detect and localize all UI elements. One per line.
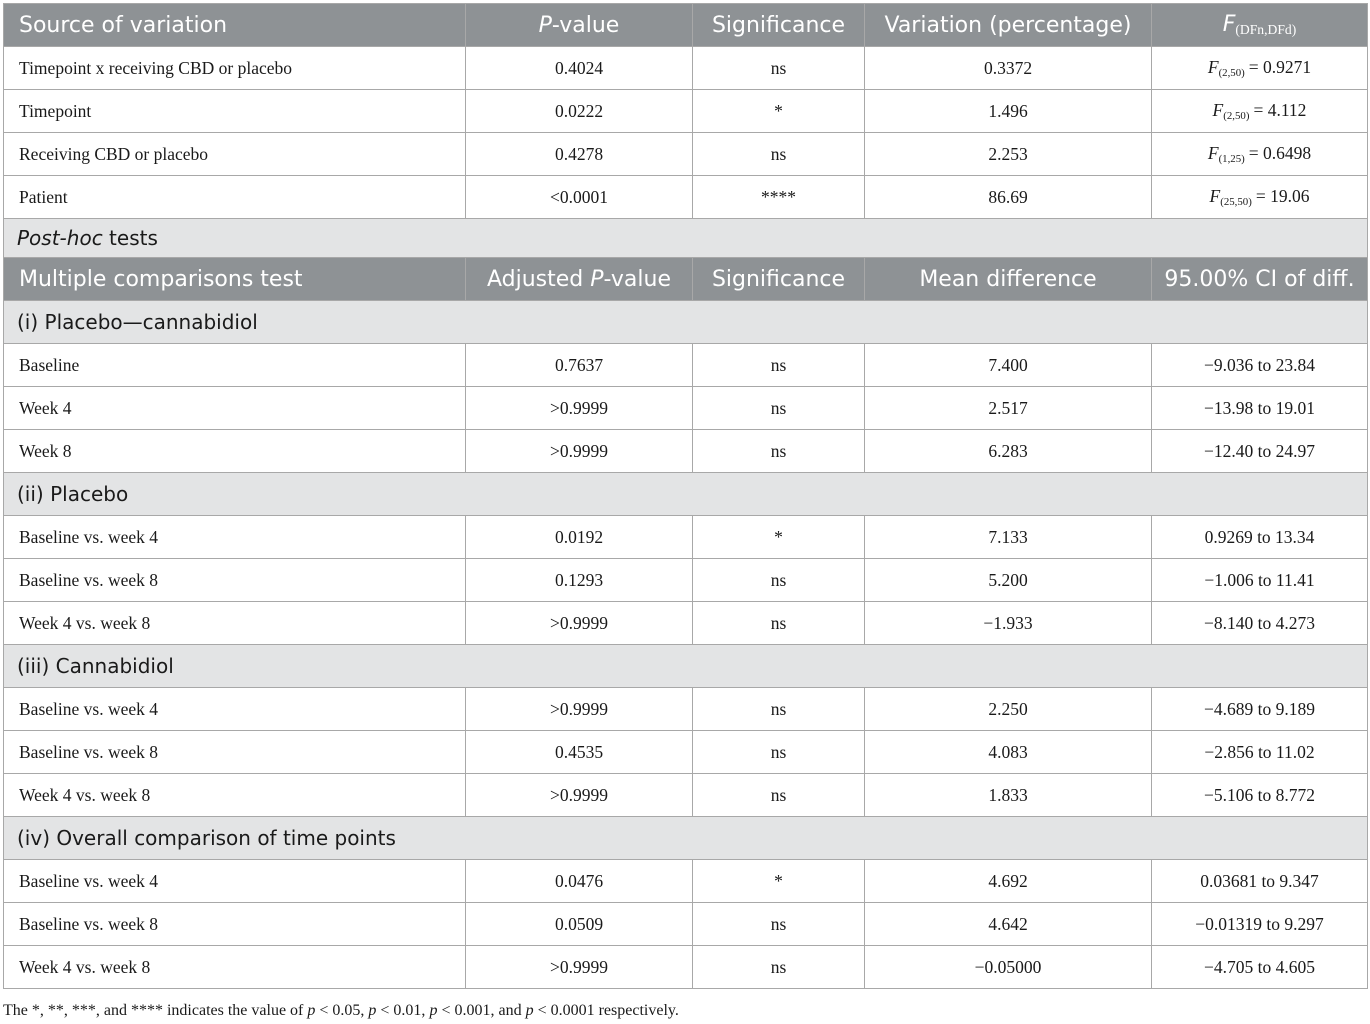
anova-row <box>4 90 1368 133</box>
significance-cell: ns <box>693 602 865 645</box>
mean-difference-cell: 2.517 <box>865 387 1152 430</box>
significance-cell: * <box>693 516 865 559</box>
posthoc-title-italic: Post-hoc <box>17 226 103 250</box>
test-cell: Baseline vs. week 4 <box>4 516 466 559</box>
comparison-row <box>4 344 1368 387</box>
test-cell: Week 4 <box>4 387 466 430</box>
mean-difference-cell: 4.083 <box>865 731 1152 774</box>
adjusted-p-cell: 0.7637 <box>466 344 693 387</box>
significance-cell: ns <box>693 946 865 989</box>
table-footnote: The *, **, ***, and **** indicates the value of p < 0.05, p < 0.01, p < 0.001, and p < 0.0001 respectively. <box>3 1002 679 1019</box>
significance-cell: ns <box>693 344 865 387</box>
f-letter: F <box>1207 143 1219 163</box>
p-value-cell: <0.0001 <box>466 176 693 219</box>
ci-cell: −1.006 to 11.41 <box>1152 559 1368 602</box>
f-degrees: (1,25) <box>1218 153 1245 165</box>
ci-cell: 0.03681 to 9.347 <box>1152 860 1368 903</box>
test-cell: Week 8 <box>4 430 466 473</box>
header-significance: Significance <box>693 258 865 301</box>
f-statistic-cell <box>1152 176 1368 219</box>
mean-difference-cell: 1.833 <box>865 774 1152 817</box>
results-table <box>3 3 1368 989</box>
adjusted-p-cell: 0.0192 <box>466 516 693 559</box>
section-header-row <box>4 645 1368 688</box>
section-label: (iii) Cannabidiol <box>4 645 1368 688</box>
comparison-row <box>4 688 1368 731</box>
anova-row <box>4 176 1368 219</box>
adjusted-p-cell: 0.4535 <box>466 731 693 774</box>
f-degrees: (25,50) <box>1220 196 1252 208</box>
p-value-cell: 0.0222 <box>466 90 693 133</box>
significance-cell: ns <box>693 133 865 176</box>
mean-difference-cell: −1.933 <box>865 602 1152 645</box>
mean-difference-cell: 5.200 <box>865 559 1152 602</box>
results-table-body <box>4 4 1368 989</box>
significance-cell: ns <box>693 774 865 817</box>
adjusted-p-cell: 0.0476 <box>466 860 693 903</box>
posthoc-title <box>4 219 1368 258</box>
section-label: (iv) Overall comparison of time points <box>4 817 1368 860</box>
test-cell: Week 4 vs. week 8 <box>4 774 466 817</box>
adjusted-p-cell: >0.9999 <box>466 387 693 430</box>
test-cell: Baseline vs. week 4 <box>4 688 466 731</box>
adjusted-p-cell: 0.1293 <box>466 559 693 602</box>
posthoc-title-rest: tests <box>102 226 158 250</box>
mean-difference-cell: 7.133 <box>865 516 1152 559</box>
comparison-row <box>4 559 1368 602</box>
header-f-statistic: $F_{(DFn,DFd)}$ <box>1152 4 1368 47</box>
header-variation-percentage: Variation (percentage) <box>865 4 1152 47</box>
ci-cell: −4.689 to 9.189 <box>1152 688 1368 731</box>
comparison-row <box>4 602 1368 645</box>
mean-difference-cell: 4.642 <box>865 903 1152 946</box>
adjusted-p-cell: 0.0509 <box>466 903 693 946</box>
test-cell: Baseline vs. week 8 <box>4 731 466 774</box>
f-letter: F <box>1207 57 1219 77</box>
p-value-cell: 0.4024 <box>466 47 693 90</box>
section-label: (ii) Placebo <box>4 473 1368 516</box>
adjusted-p-cell: >0.9999 <box>466 602 693 645</box>
header-adjusted-word: Adjusted <box>487 266 591 292</box>
ci-cell: −2.856 to 11.02 <box>1152 731 1368 774</box>
ci-cell: −12.40 to 24.97 <box>1152 430 1368 473</box>
source-cell: Timepoint x receiving CBD or placebo <box>4 47 466 90</box>
test-cell: Baseline vs. week 8 <box>4 903 466 946</box>
adjusted-p-cell: >0.9999 <box>466 688 693 731</box>
significance-cell: ns <box>693 47 865 90</box>
source-cell: Receiving CBD or placebo <box>4 133 466 176</box>
header-source-of-variation: Source of variation <box>4 4 466 47</box>
ci-cell: −4.705 to 4.605 <box>1152 946 1368 989</box>
f-letter: F <box>1212 100 1224 120</box>
comparison-row <box>4 430 1368 473</box>
test-cell: Week 4 vs. week 8 <box>4 946 466 989</box>
adjusted-p-cell: >0.9999 <box>466 946 693 989</box>
section-label: (i) Placebo—cannabidiol <box>4 301 1368 344</box>
header-p-value: P-value <box>466 4 693 47</box>
variation-cell: 2.253 <box>865 133 1152 176</box>
mean-difference-cell: 7.400 <box>865 344 1152 387</box>
section-header-row <box>4 473 1368 516</box>
p-value-cell: 0.4278 <box>466 133 693 176</box>
anova-row <box>4 133 1368 176</box>
mean-difference-cell: 6.283 <box>865 430 1152 473</box>
significance-cell: **** <box>693 176 865 219</box>
test-cell: Baseline <box>4 344 466 387</box>
significance-cell: ns <box>693 688 865 731</box>
ci-cell: 0.9269 to 13.34 <box>1152 516 1368 559</box>
f-statistic-cell <box>1152 47 1368 90</box>
f-value: = 4.112 <box>1253 100 1307 120</box>
section-header-row <box>4 301 1368 344</box>
anova-row <box>4 47 1368 90</box>
comparison-row <box>4 860 1368 903</box>
f-value: = 19.06 <box>1255 186 1310 206</box>
comparison-row <box>4 946 1368 989</box>
ci-cell: −9.036 to 23.84 <box>1152 344 1368 387</box>
significance-cell: ns <box>693 559 865 602</box>
anova-header-row <box>4 4 1368 47</box>
f-statistic-cell <box>1152 133 1368 176</box>
ci-cell: −0.01319 to 9.297 <box>1152 903 1368 946</box>
ci-cell: −8.140 to 4.273 <box>1152 602 1368 645</box>
posthoc-header-row <box>4 258 1368 301</box>
adjusted-p-cell: >0.9999 <box>466 430 693 473</box>
significance-cell: ns <box>693 430 865 473</box>
f-degrees: (2,50) <box>1218 67 1245 79</box>
section-header-row <box>4 817 1368 860</box>
header-adjusted-p-value <box>466 258 693 301</box>
header-p-letter: P <box>590 266 604 292</box>
header-multiple-comparisons-test: Multiple comparisons test <box>4 258 466 301</box>
variation-cell: 0.3372 <box>865 47 1152 90</box>
mean-difference-cell: 4.692 <box>865 860 1152 903</box>
test-cell: Baseline vs. week 4 <box>4 860 466 903</box>
header-mean-difference: Mean difference <box>865 258 1152 301</box>
significance-cell: ns <box>693 731 865 774</box>
header-ci-of-diff: 95.00% CI of diff. <box>1152 258 1368 301</box>
significance-cell: * <box>693 860 865 903</box>
f-letter: F <box>1209 186 1221 206</box>
f-degrees: (2,50) <box>1223 110 1250 122</box>
source-cell: Patient <box>4 176 466 219</box>
f-value: = 0.6498 <box>1248 143 1312 163</box>
test-cell: Baseline vs. week 8 <box>4 559 466 602</box>
comparison-row <box>4 516 1368 559</box>
test-cell: Week 4 vs. week 8 <box>4 602 466 645</box>
ci-cell: −5.106 to 8.772 <box>1152 774 1368 817</box>
significance-cell: * <box>693 90 865 133</box>
results-table-container <box>3 3 1367 989</box>
variation-cell: 86.69 <box>865 176 1152 219</box>
variation-cell: 1.496 <box>865 90 1152 133</box>
mean-difference-cell: 2.250 <box>865 688 1152 731</box>
header-value-word: -value <box>603 266 671 292</box>
f-value: = 0.9271 <box>1248 57 1312 77</box>
comparison-row <box>4 731 1368 774</box>
adjusted-p-cell: >0.9999 <box>466 774 693 817</box>
f-statistic-cell <box>1152 90 1368 133</box>
comparison-row <box>4 387 1368 430</box>
significance-cell: ns <box>693 903 865 946</box>
mean-difference-cell: −0.05000 <box>865 946 1152 989</box>
ci-cell: −13.98 to 19.01 <box>1152 387 1368 430</box>
comparison-row <box>4 774 1368 817</box>
header-significance: Significance <box>693 4 865 47</box>
significance-cell: ns <box>693 387 865 430</box>
posthoc-title-row <box>4 219 1368 258</box>
comparison-row <box>4 903 1368 946</box>
source-cell: Timepoint <box>4 90 466 133</box>
